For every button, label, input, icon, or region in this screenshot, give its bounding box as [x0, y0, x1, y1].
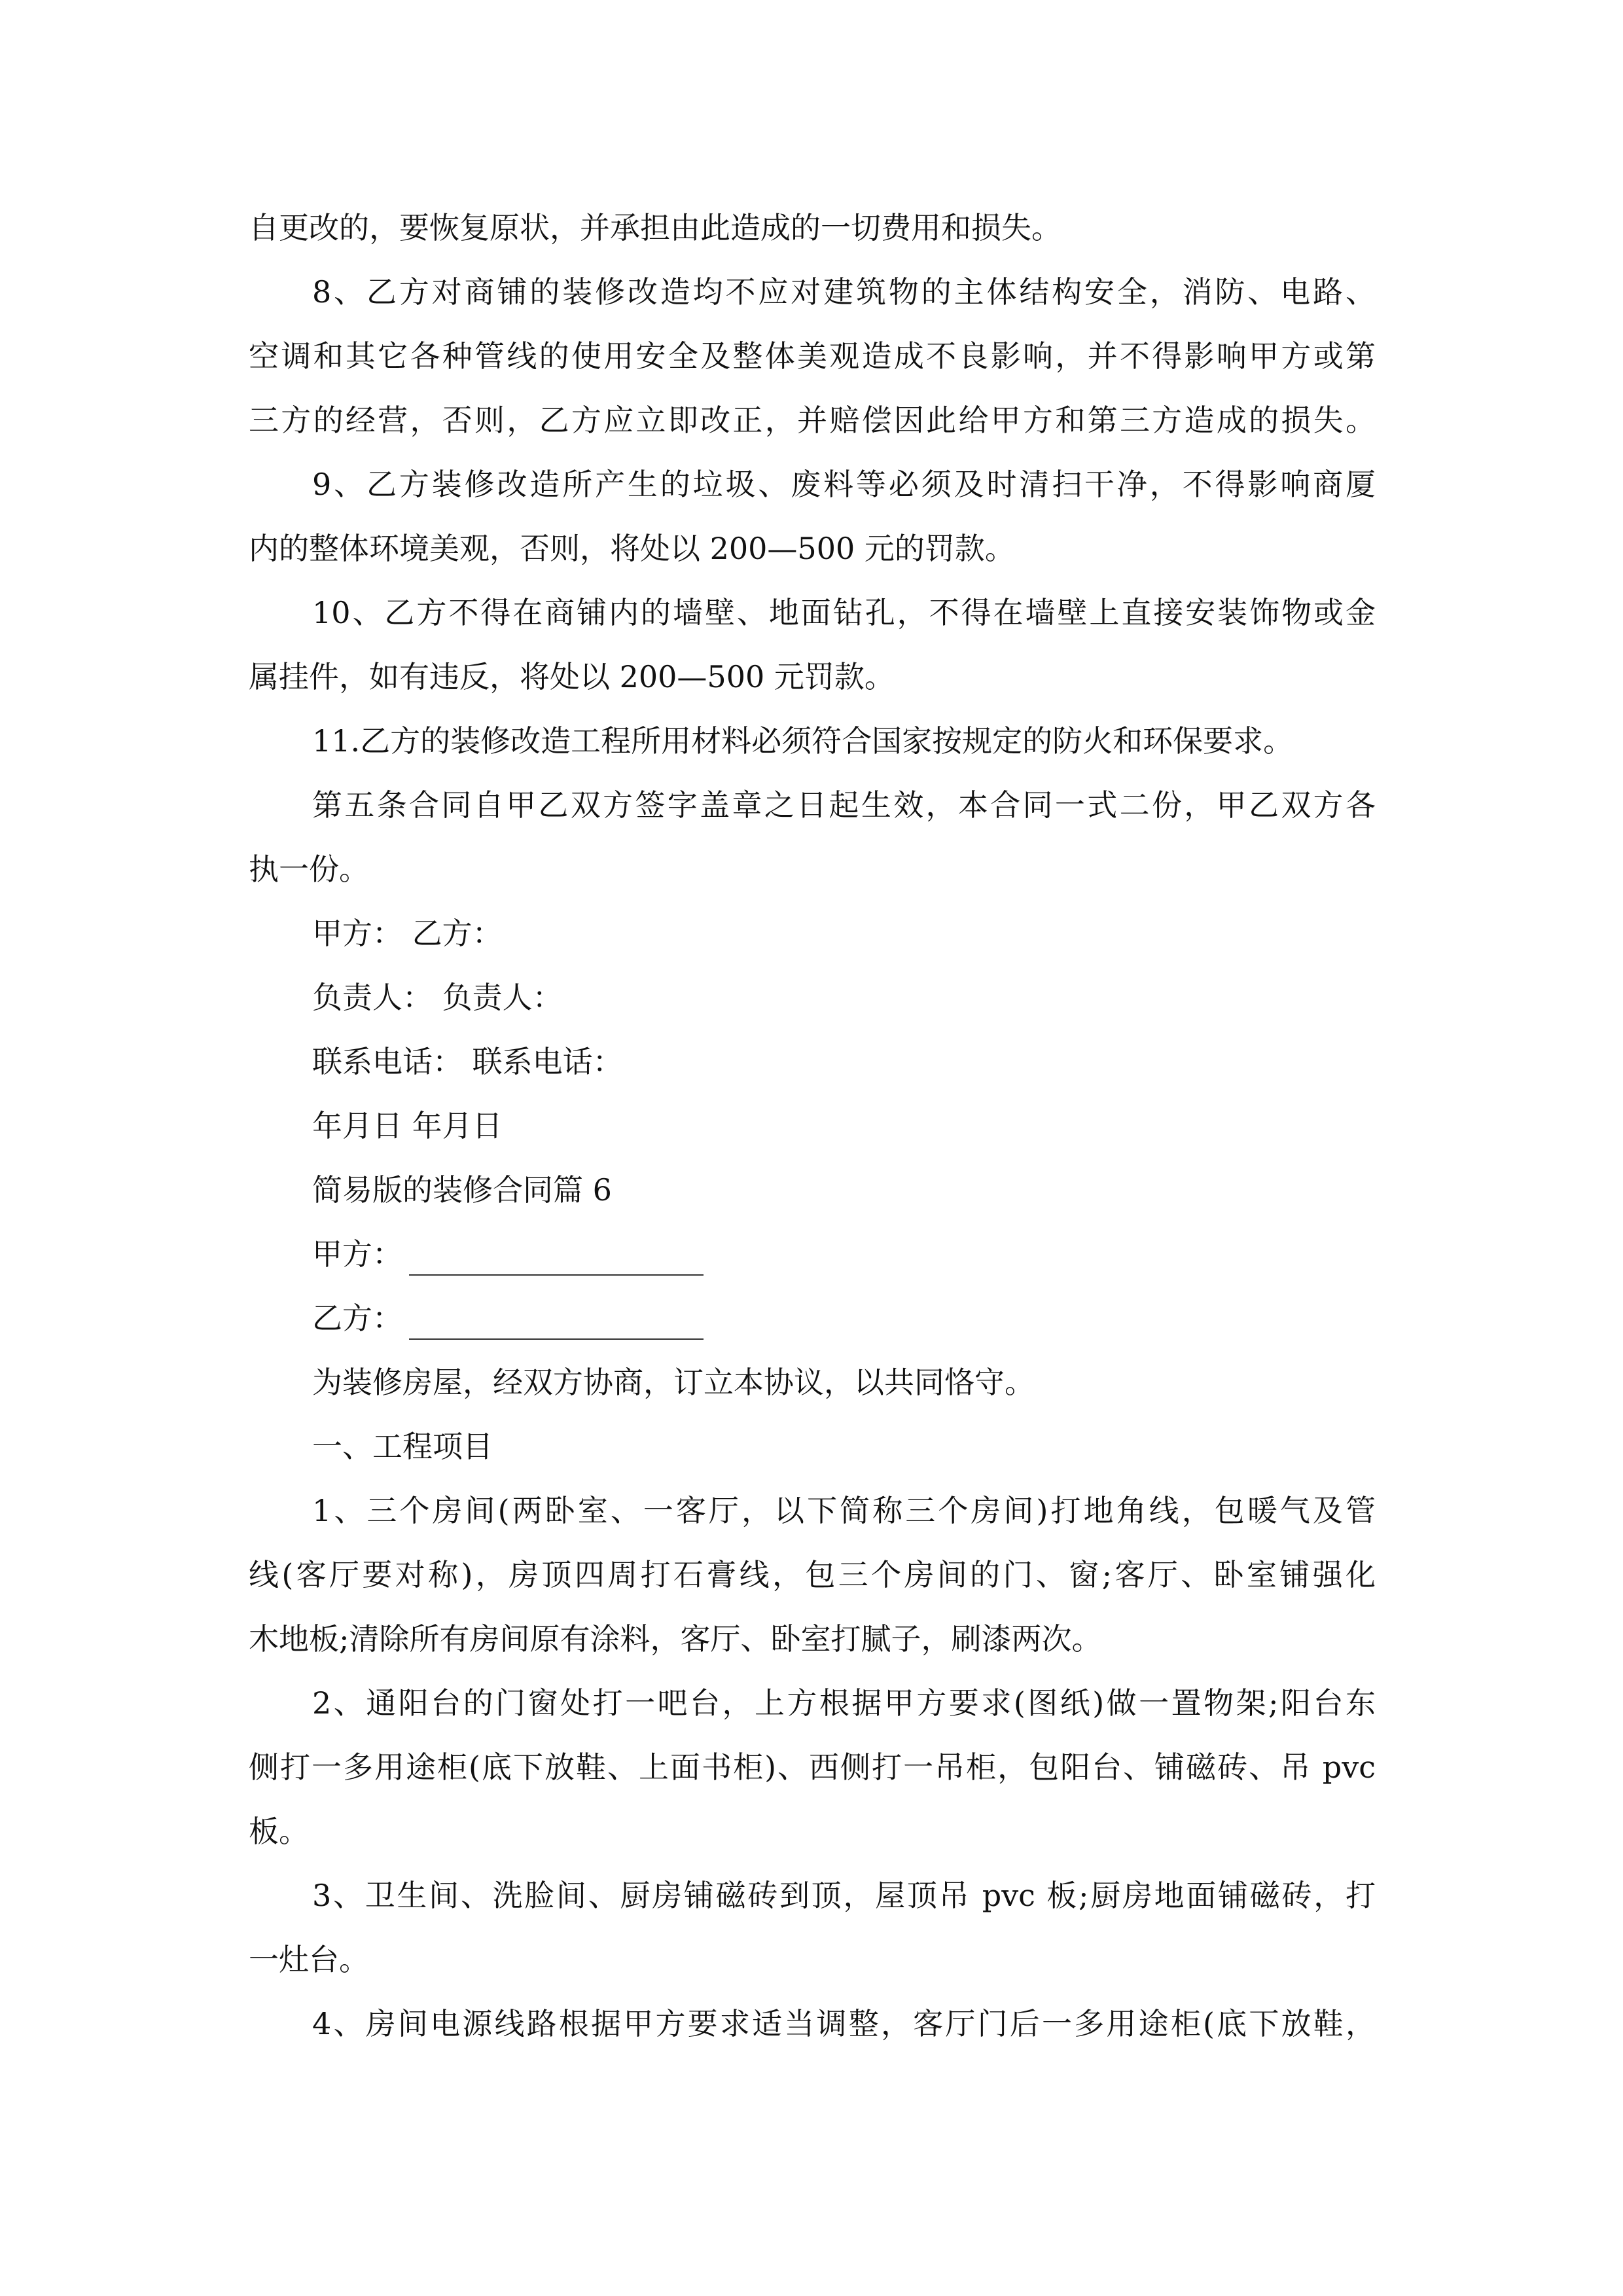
signature-line-phone: 联系电话： 联系电话：	[312, 1044, 623, 1079]
signature-line-party: 甲方： 乙方：	[312, 916, 503, 951]
section-title: 简易版的装修合同篇 6	[312, 1172, 612, 1208]
text-line: 板。	[249, 1814, 309, 1849]
text-line: 4、房间电源线路根据甲方要求适当调整，客厅门后一多用途柜(底下放鞋，	[312, 2006, 1376, 2041]
party-b-label: 乙方：	[312, 1300, 402, 1336]
text-line: 为装修房屋，经双方协商，订立本协议，以共同恪守。	[312, 1365, 1035, 1400]
text-line: 木地板;清除所有房间原有涂料，客厅、卧室打腻子，刷漆两次。	[249, 1621, 1102, 1657]
text-line: 线(客厅要对称)，房顶四周打石膏线，包三个房间的门、窗;客厅、卧室铺强化	[249, 1557, 1376, 1592]
party-b-field	[312, 1297, 704, 1340]
signature-line-contact-person: 负责人： 负责人：	[312, 980, 563, 1015]
text-line: 自更改的，要恢复原状，并承担由此造成的一切费用和损失。	[249, 210, 1061, 245]
signature-line-date: 年月日 年月日	[312, 1108, 503, 1143]
text-line: 2、通阳台的门窗处打一吧台，上方根据甲方要求(图纸)做一置物架;阳台东	[312, 1685, 1376, 1721]
text-line: 三方的经营，否则，乙方应立即改正，并赔偿因此给甲方和第三方造成的损失。	[249, 403, 1376, 438]
text-line: 一灶台。	[249, 1942, 369, 1977]
text-line: 11.乙方的装修改造工程所用材料必须符合国家按规定的防火和环保要求。	[312, 723, 1294, 759]
text-line: 1、三个房间(两卧室、一客厅，以下简称三个房间)打地角线，包暖气及管	[312, 1493, 1376, 1528]
text-line: 10、乙方不得在商铺内的墙壁、地面钻孔，不得在墙壁上直接安装饰物或金	[312, 595, 1376, 630]
text-line: 9、乙方装修改造所产生的垃圾、废料等必须及时清扫干净，不得影响商厦	[312, 467, 1376, 502]
party-a-blank	[409, 1248, 704, 1276]
text-line: 属挂件，如有违反，将处以 200—500 元罚款。	[249, 659, 895, 694]
section-heading: 一、工程项目	[312, 1429, 493, 1464]
text-line: 执一份。	[249, 852, 369, 887]
party-b-blank	[409, 1312, 704, 1340]
text-line: 8、乙方对商铺的装修改造均不应对建筑物的主体结构安全，消防、电路、	[312, 274, 1376, 310]
text-line: 3、卫生间、洗脸间、厨房铺磁砖到顶，屋顶吊 pvc 板;厨房地面铺磁砖，打	[312, 1878, 1376, 1913]
party-a-label: 甲方：	[312, 1236, 402, 1272]
text-line: 侧打一多用途柜(底下放鞋、上面书柜)、西侧打一吊柜，包阳台、铺磁砖、吊 pvc	[249, 1749, 1376, 1785]
text-line: 第五条合同自甲乙双方签字盖章之日起生效，本合同一式二份，甲乙双方各	[312, 787, 1376, 823]
party-a-field	[312, 1232, 704, 1276]
text-line: 空调和其它各种管线的使用安全及整体美观造成不良影响，并不得影响甲方或第	[249, 338, 1376, 374]
text-line: 内的整体环境美观，否则，将处以 200—500 元的罚款。	[249, 531, 1015, 566]
